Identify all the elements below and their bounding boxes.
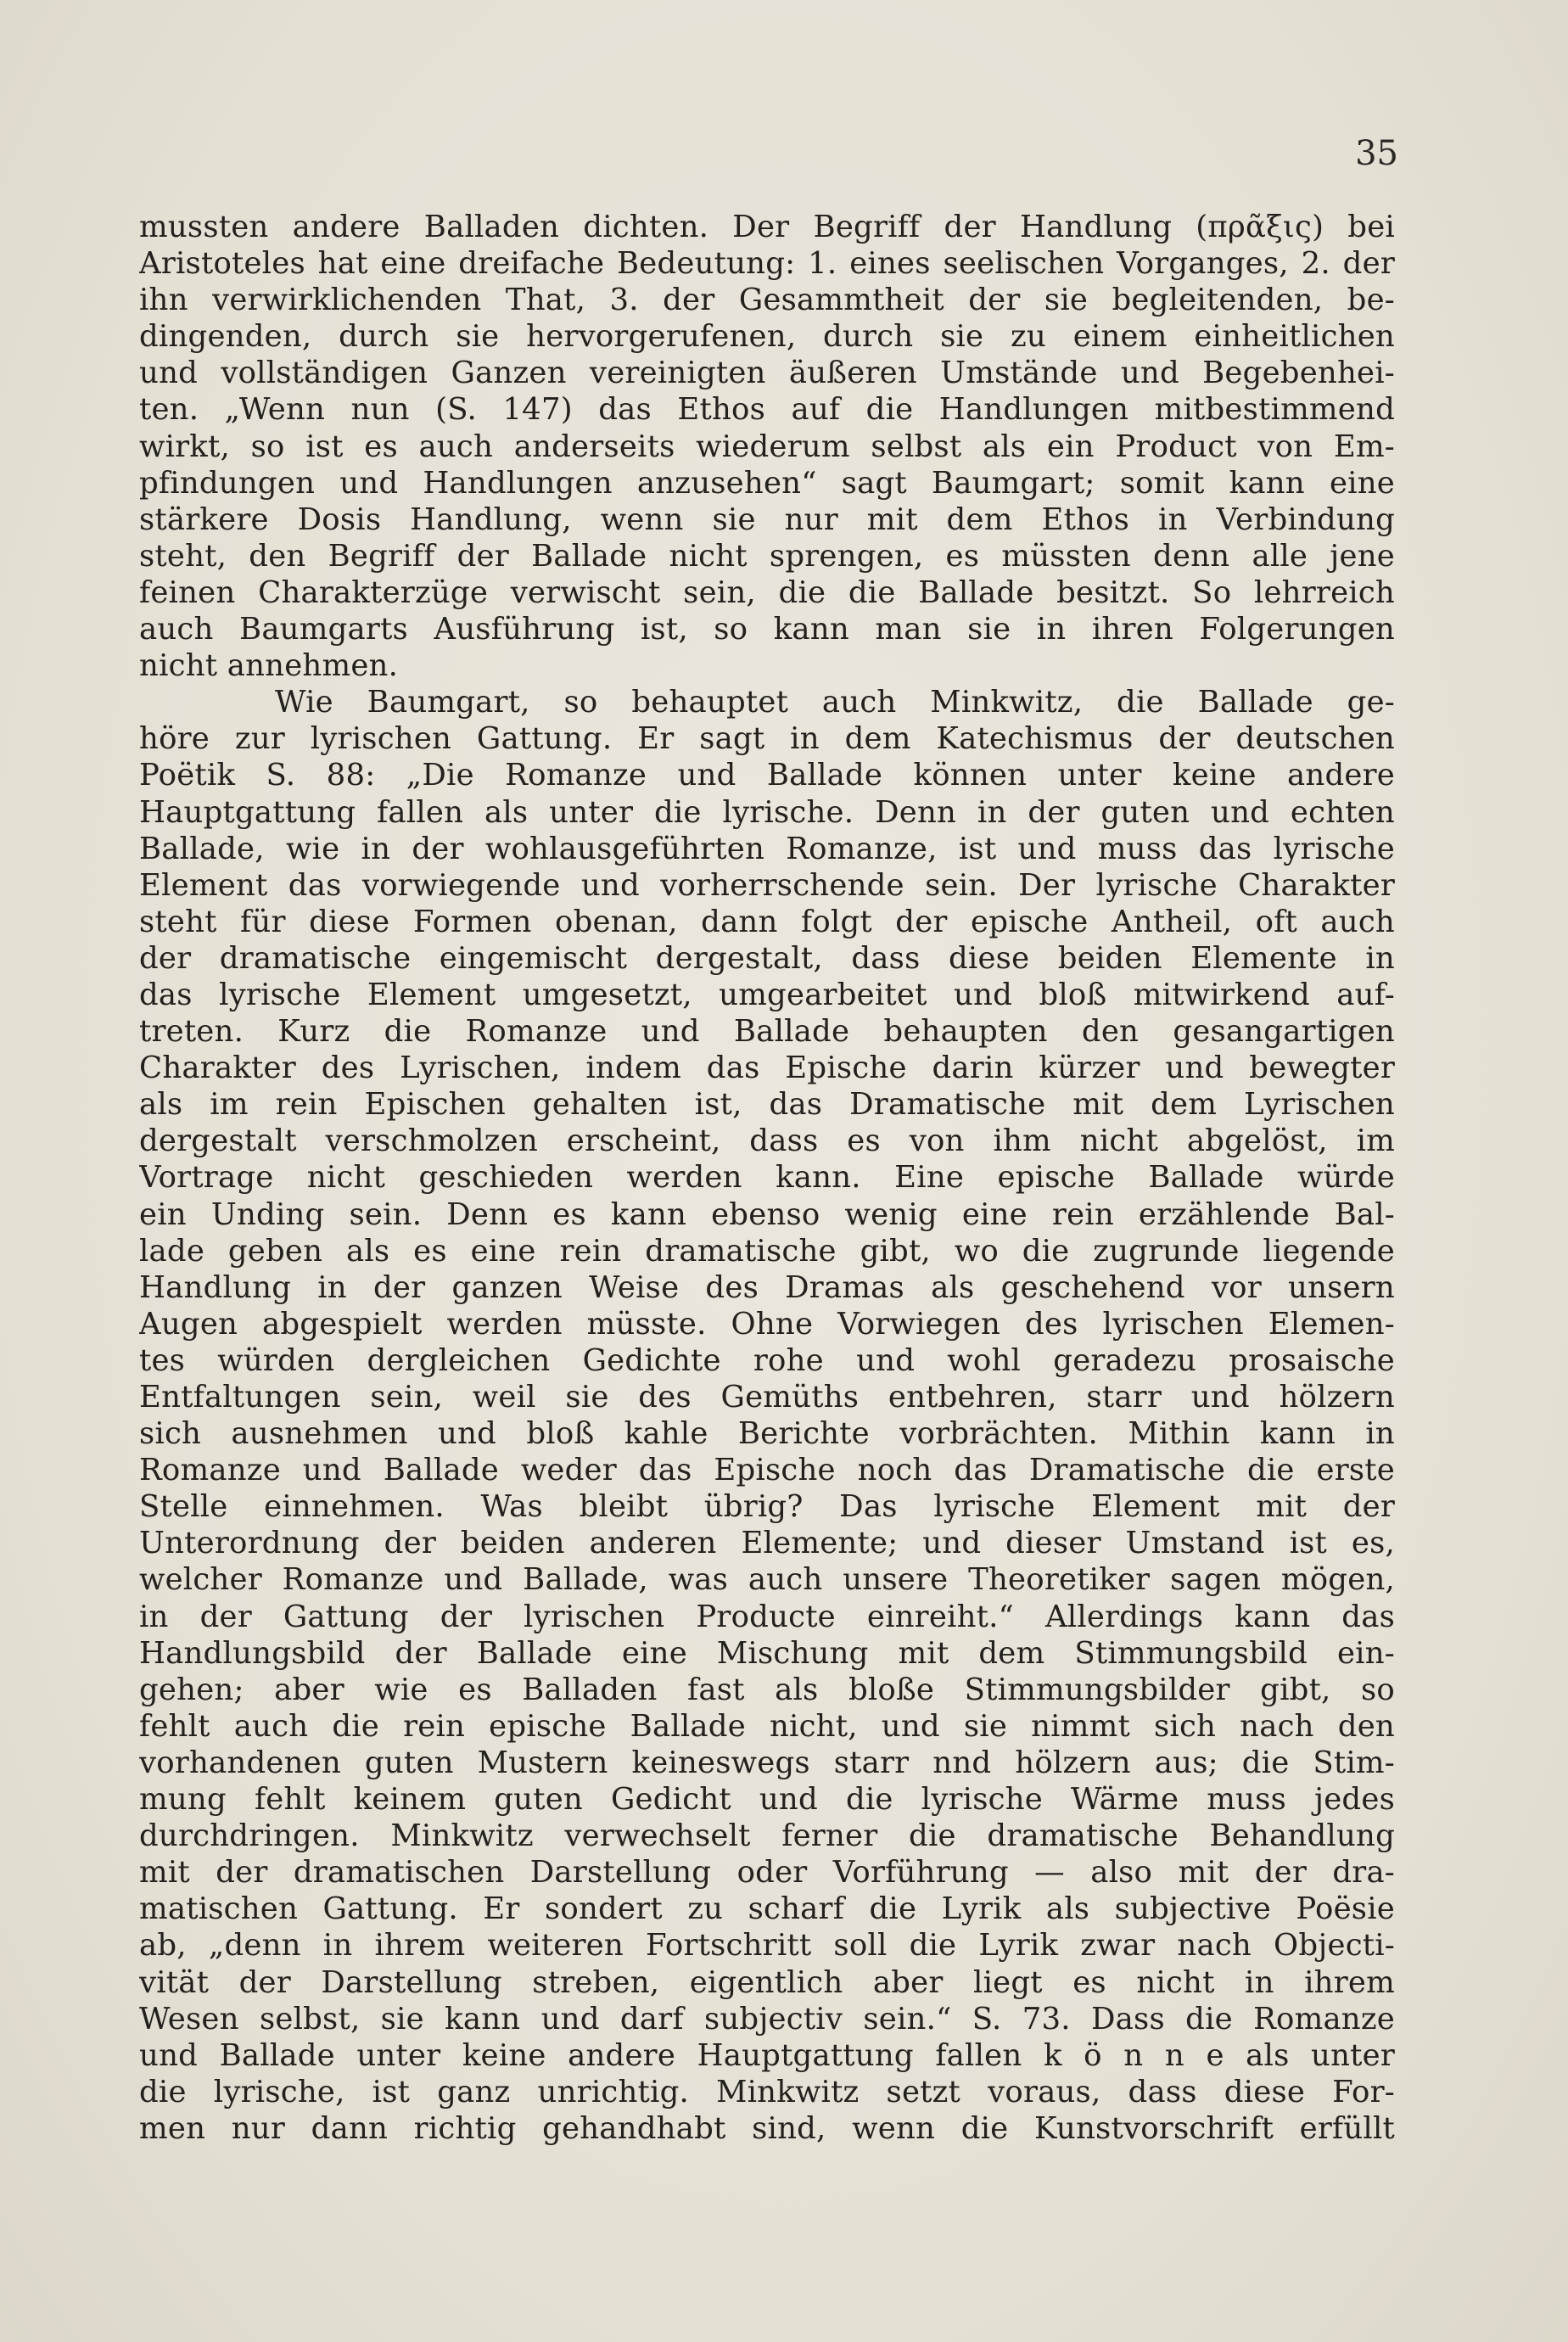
text-line: mit der dramatischen Darstellung oder Vorführung — also mit der dra- bbox=[139, 1855, 1395, 1891]
text-line: Aristoteles hat eine dreifache Bedeutung: 1. eines seelischen Vorganges, 2. der bbox=[139, 246, 1395, 282]
body-text bbox=[139, 209, 1395, 2147]
text-line: Wie Baumgart, so behauptet auch Minkwitz, die Ballade ge- bbox=[275, 685, 1395, 720]
text-line: auch Baumgarts Ausführung ist, so kann man sie in ihren Folgerungen bbox=[139, 612, 1395, 647]
text-line: vorhandenen guten Mustern keineswegs starr nnd hölzern aus; die Stim- bbox=[139, 1745, 1395, 1780]
text-line: ihn verwirklichenden That, 3. der Gesammtheit der sie begleitenden, be- bbox=[139, 283, 1395, 318]
text-line: stärkere Dosis Handlung, wenn sie nur mit dem Ethos in Verbindung bbox=[139, 501, 1395, 537]
text-line: Romanze und Ballade weder das Epische noch das Dramatische die erste bbox=[139, 1453, 1395, 1488]
text-line: men nur dann richtig gehandhabt sind, wenn die Kunstvorschrift erfüllt bbox=[139, 2110, 1395, 2146]
paragraph bbox=[139, 684, 1395, 2147]
text-line: Element das vorwiegende und vorherrschende sein. Der lyrische Charakter bbox=[139, 867, 1395, 903]
paragraph bbox=[139, 209, 1395, 684]
text-line: Wesen selbst, sie kann und darf subjectiv sein.“ S. 73. Dass die Romanze bbox=[139, 2001, 1395, 2037]
text-line: Poëtik S. 88: „Die Romanze und Ballade können unter keine andere bbox=[139, 758, 1395, 793]
text-line: und vollständigen Ganzen vereinigten äußeren Umstände und Begebenhei- bbox=[139, 356, 1395, 391]
text-line: Entfaltungen sein, weil sie des Gemüths entbehren, starr und hölzern bbox=[139, 1380, 1395, 1415]
text-line: lade geben als es eine rein dramatische gibt, wo die zugrunde liegende bbox=[139, 1233, 1395, 1269]
text-line: Charakter des Lyrischen, indem das Epische darin kürzer und bewegter bbox=[139, 1051, 1395, 1086]
text-line: Vortrage nicht geschieden werden kann. Eine epische Ballade würde bbox=[139, 1160, 1395, 1196]
text-line: fehlt auch die rein epische Ballade nicht, und sie nimmt sich nach den bbox=[139, 1708, 1395, 1744]
text-line: ein Unding sein. Denn es kann ebenso wenig eine rein erzählende Bal- bbox=[139, 1196, 1395, 1232]
text-line: höre zur lyrischen Gattung. Er sagt in dem Katechismus der deutschen bbox=[139, 721, 1395, 757]
text-line: durchdringen. Minkwitz verwechselt ferner die dramatische Behandlung bbox=[139, 1818, 1395, 1854]
text-line: der dramatische eingemischt dergestalt, dass diese beiden Elemente in bbox=[139, 940, 1395, 976]
text-line: mung fehlt keinem guten Gedicht und die lyrische Wärme muss jedes bbox=[139, 1782, 1395, 1818]
text-line: mussten andere Balladen dichten. Der Begriff der Handlung (πρᾶξις) bei bbox=[139, 210, 1395, 244]
text-line: gehen; aber wie es Balladen fast als bloße Stimmungsbilder gibt, so bbox=[139, 1672, 1395, 1707]
text-line: steht, den Begriff der Ballade nicht sprengen, es müssten denn alle jene bbox=[139, 538, 1395, 574]
text-line: dergestalt verschmolzen erscheint, dass es von ihm nicht abgelöst, im bbox=[139, 1123, 1395, 1159]
text-line: pfindungen und Handlungen anzusehen“ sagt Baumgart; somit kann eine bbox=[139, 465, 1395, 501]
text-line: Stelle einnehmen. Was bleibt übrig? Das lyrische Element mit der bbox=[139, 1489, 1395, 1525]
text-line: welcher Romanze und Ballade, was auch unsere Theoretiker sagen mögen, bbox=[139, 1562, 1395, 1598]
text-line: tes würden dergleichen Gedichte rohe und wohl geradezu prosaische bbox=[139, 1342, 1395, 1378]
text-line: matischen Gattung. Er sondert zu scharf die Lyrik als subjective Poësie bbox=[139, 1891, 1395, 1927]
text-line: nicht annehmen. bbox=[139, 648, 399, 684]
text-line: sich ausnehmen und bloß kahle Berichte vorbrächten. Mithin kann in bbox=[139, 1416, 1395, 1452]
text-line: wirkt, so ist es auch anderseits wiederum selbst als ein Product von Em- bbox=[139, 429, 1395, 464]
text-line: Hauptgattung fallen als unter die lyrische. Denn in der guten und echten bbox=[139, 794, 1395, 830]
text-line: steht für diese Formen obenan, dann folgt der epische Antheil, oft auch bbox=[139, 904, 1395, 939]
text-line: treten. Kurz die Romanze und Ballade behaupten den gesangartigen bbox=[139, 1014, 1395, 1050]
text-line: in der Gattung der lyrischen Producte einreiht.“ Allerdings kann das bbox=[139, 1599, 1395, 1634]
text-line: ten. „Wenn nun (S. 147) das Ethos auf die Handlungen mitbestimmend bbox=[139, 392, 1395, 428]
text-line: Handlung in der ganzen Weise des Dramas als geschehend vor unsern bbox=[139, 1269, 1395, 1305]
text-line: ab, „denn in ihrem weiteren Fortschritt soll die Lyrik zwar nach Objecti- bbox=[139, 1928, 1395, 1964]
text-line: vität der Darstellung streben, eigentlich aber liegt es nicht in ihrem bbox=[139, 1964, 1395, 2000]
text-line: Ballade, wie in der wohlausgeführten Romanze, ist und muss das lyrische bbox=[139, 831, 1395, 866]
text-line: Augen abgespielt werden müsste. Ohne Vorwiegen des lyrischen Elemen- bbox=[139, 1306, 1395, 1342]
page-number: 35 bbox=[1355, 134, 1398, 173]
text-line: als im rein Epischen gehalten ist, das Dramatische mit dem Lyrischen bbox=[139, 1087, 1395, 1123]
text-line: und Ballade unter keine andere Hauptgattung fallen k ö n n e als unter bbox=[139, 2037, 1395, 2073]
text-line: die lyrische, ist ganz unrichtig. Minkwitz setzt voraus, dass diese For- bbox=[139, 2074, 1395, 2109]
text-line: dingenden, durch sie hervorgerufenen, durch sie zu einem einheitlichen bbox=[139, 319, 1395, 355]
text-line: feinen Charakterzüge verwischt sein, die die Ballade besitzt. So lehrreich bbox=[139, 574, 1395, 610]
text-line: das lyrische Element umgesetzt, umgearbeitet und bloß mitwirkend auf- bbox=[139, 977, 1395, 1012]
text-line: Unterordnung der beiden anderen Elemente; und dieser Umstand ist es, bbox=[139, 1526, 1395, 1561]
text-line: Handlungsbild der Ballade eine Mischung mit dem Stimmungsbild ein- bbox=[139, 1635, 1395, 1671]
